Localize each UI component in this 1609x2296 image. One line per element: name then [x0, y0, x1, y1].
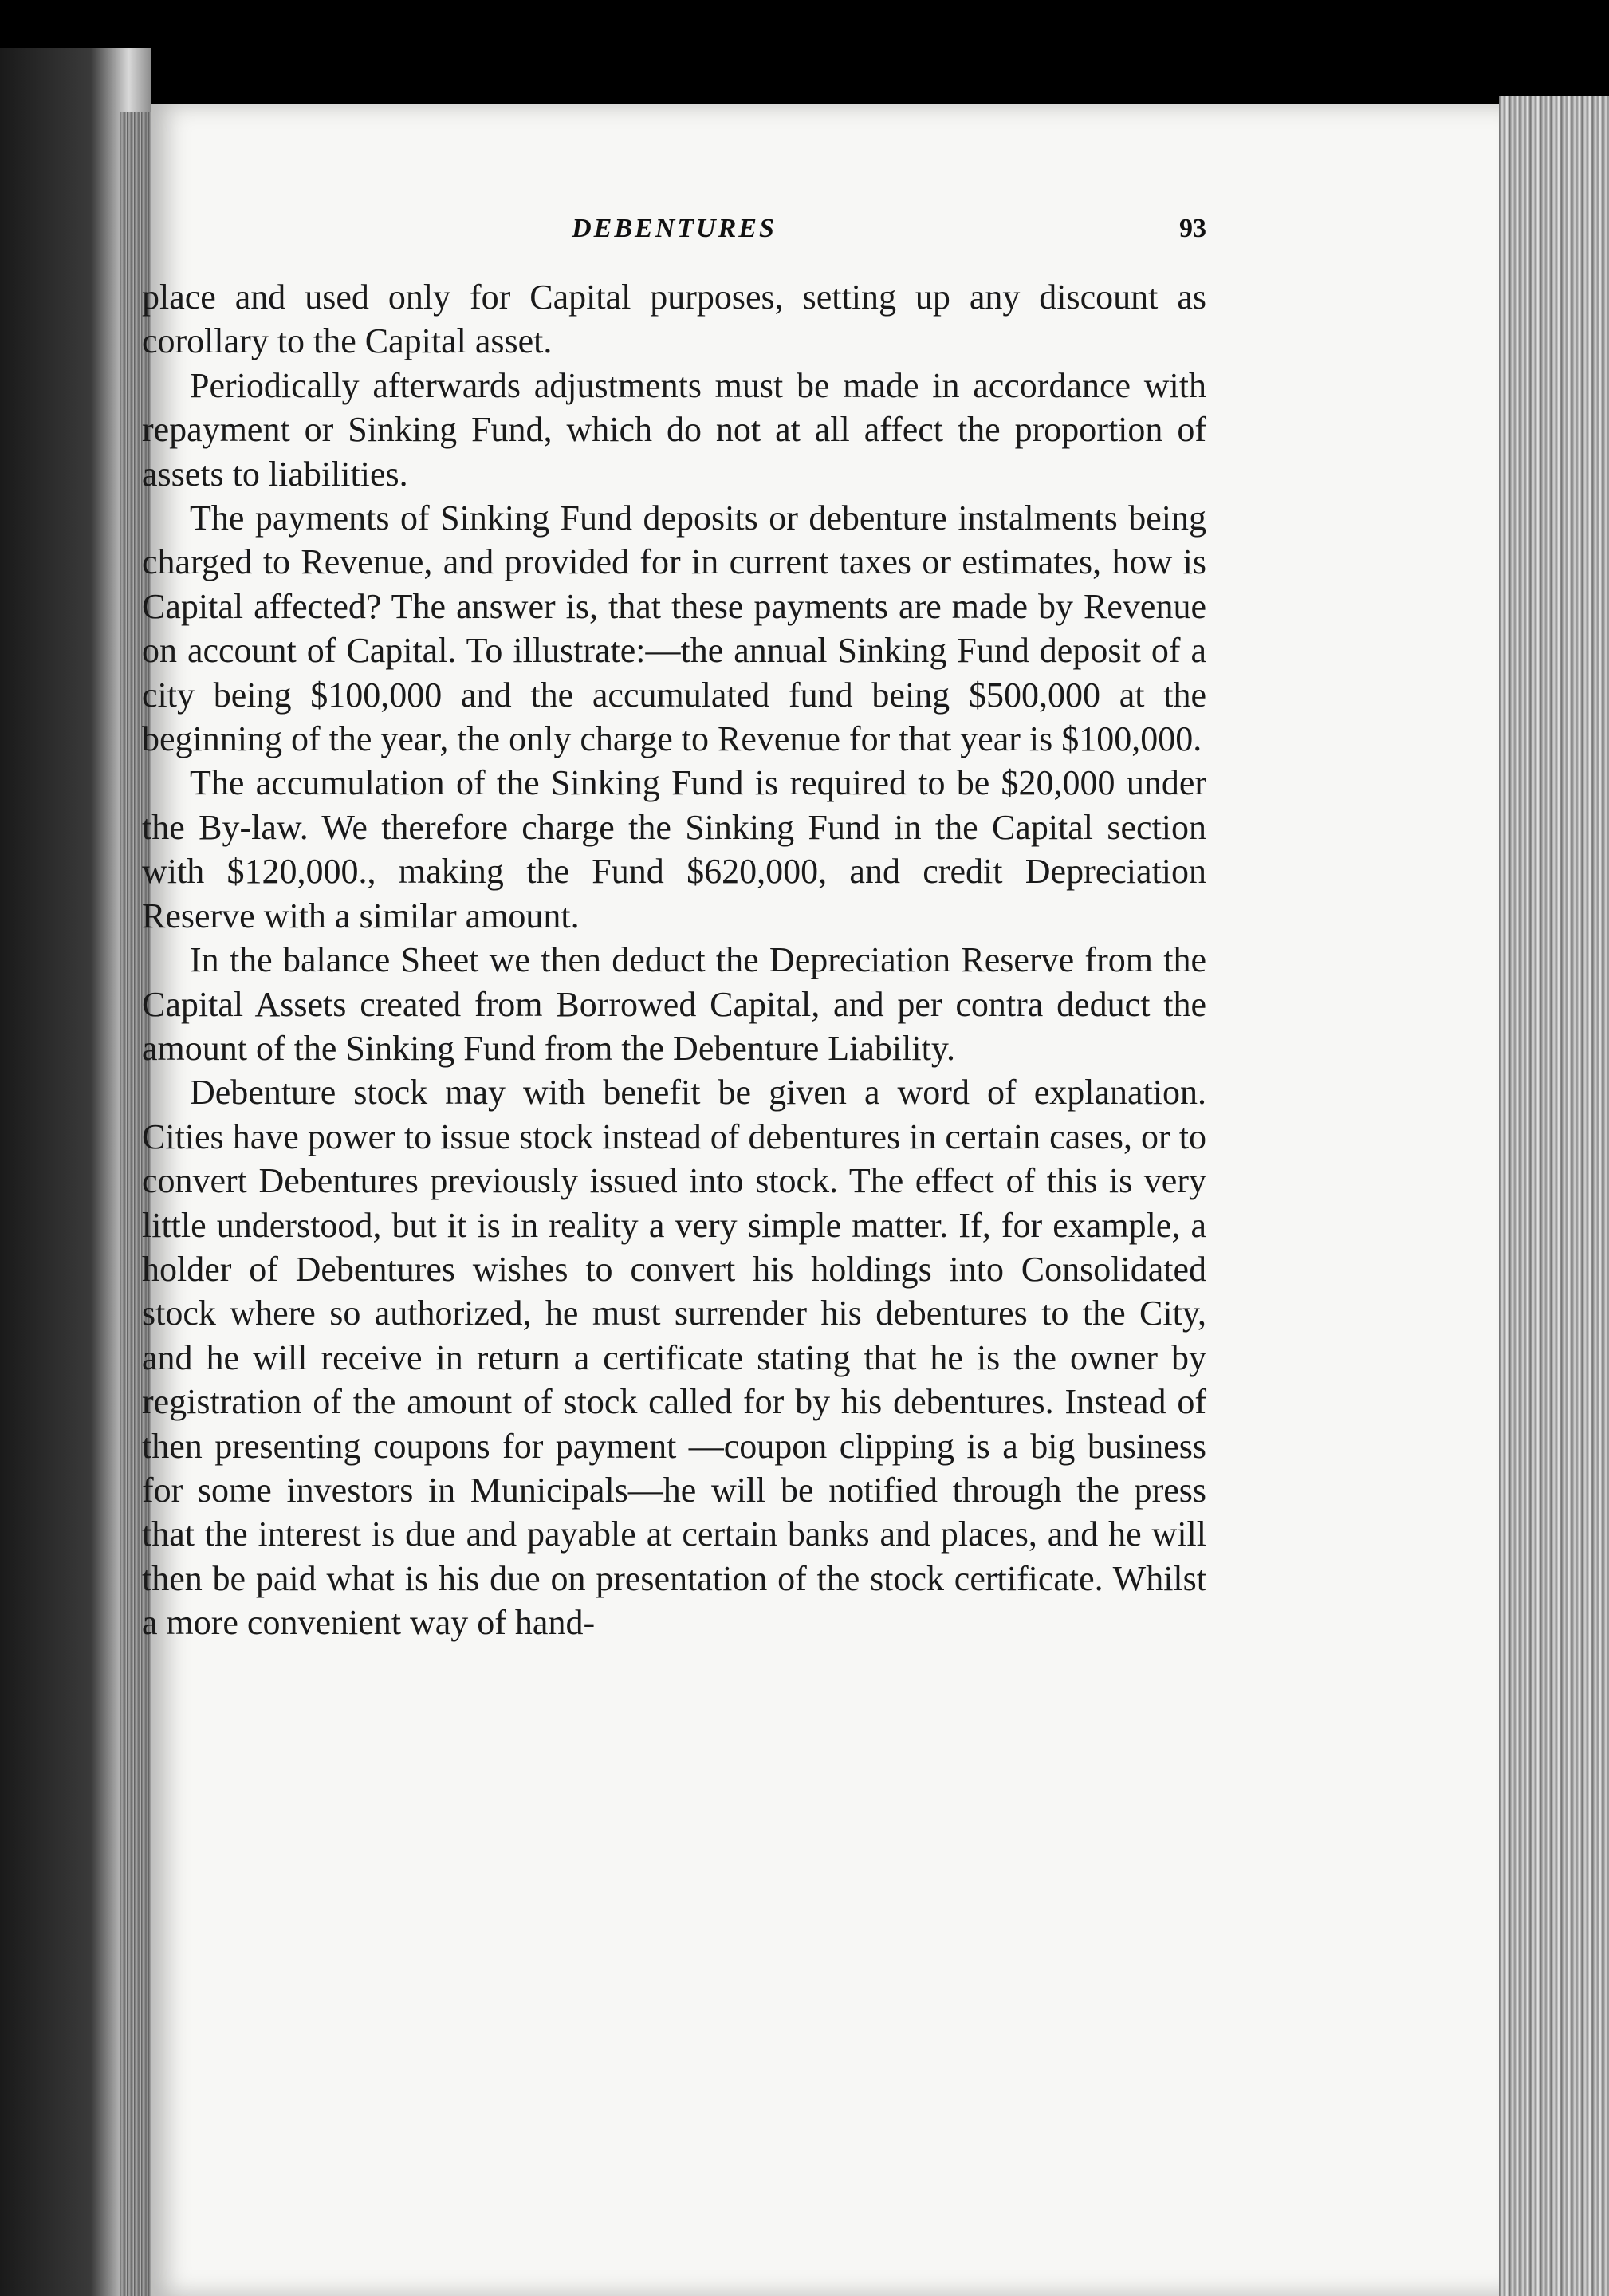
right-page-stack	[1499, 96, 1609, 2296]
running-head: DEBENTURES	[572, 214, 777, 243]
body-text	[142, 275, 1206, 1645]
paragraph: The accumulation of the Sinking Fund is required to be $20,000 under the By-law. We therefore charge the Sinking Fund in the Capital section with $120,000., making the Fund $620,000, and credit Depreciation Reserve with a similar amount.	[142, 763, 1206, 935]
page-number: 93	[1179, 214, 1206, 243]
page-header	[142, 214, 1206, 262]
paragraph: Debenture stock may with benefit be given a word of explanation. Cities have power to issue stock instead of debentures in certain cases, or to convert Debentures previously issued into stock. The effect of this is very little understood, but it is in reality a very simple matter. If, for example, a holder of Debentures wishes to convert his holdings into Consolidated stock where so authorized, he must surrender his debentures to the City, and he will receive in return a certificate stating that he is the owner by registration of the amount of stock called for by his debentures. Instead of then presenting coupons for payment —coupon clipping is a big business for some investors in Municipals—he will be notified through the press that the interest is due and payable at certain banks and places, and he will then be paid what is his due on presentation of the stock certificate. Whilst a more convenient way of hand-	[142, 1073, 1206, 1643]
paragraph: In the balance Sheet we then deduct the Depreciation Reserve from the Capital Assets created from Borrowed Capital, and per contra deduct the amount of the Sinking Fund from the Debenture Liability.	[142, 940, 1206, 1068]
paragraph: place and used only for Capital purposes, setting up any discount as corollary to the Capital asset.	[142, 278, 1206, 361]
paragraph: The payments of Sinking Fund deposits or debenture instalments being charged to Revenue, and provided for in current taxes or estimates, how is Capital affected? The answer is, that these payments are made by Revenue on account of Capital. To illustrate:—the annual Sinking Fund deposit of a city being $100,000 and the accumulated fund being $500,000 at the beginning of the year, the only charge to Revenue for that year is $100,000.	[142, 498, 1206, 759]
paragraph: Periodically afterwards adjustments must be made in accordance with repayment or Sinking Fund, which do not at all affect the proportion of assets to liabilities.	[142, 365, 1206, 494]
